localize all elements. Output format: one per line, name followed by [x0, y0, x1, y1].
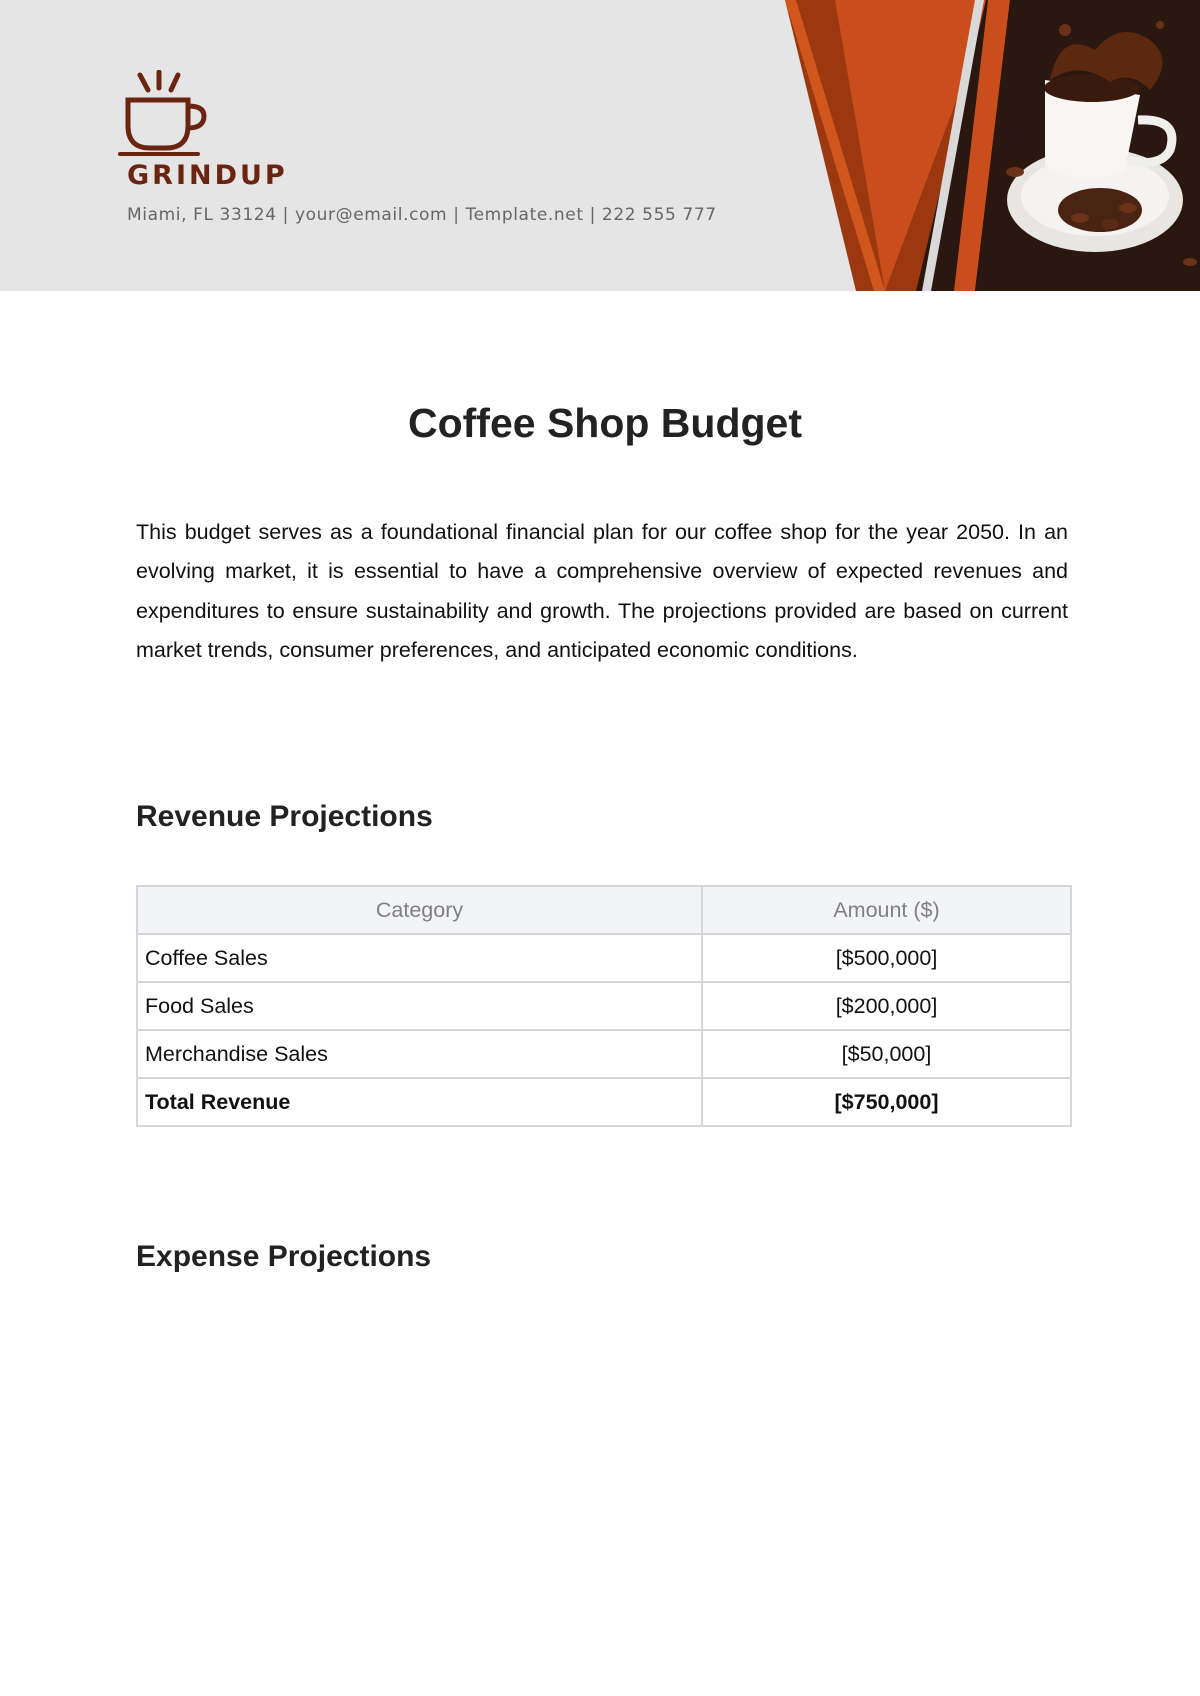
intro-paragraph: This budget serves as a foundational financial plan for our coffee shop for the year 2050. In an evolving market, it is essential to have a comprehensive overview of expected revenues and expenditures to ensure sustainability and growth. The projections provided are based on current market trends, consumer preferences, and anticipated economic conditions. — [136, 520, 1068, 662]
revenue-table — [136, 885, 1072, 1127]
table-row — [137, 1030, 1071, 1078]
table-row — [137, 982, 1071, 1030]
total-row — [137, 1078, 1071, 1126]
table-header-row — [137, 886, 1071, 934]
brand-name: GRINDUP — [127, 160, 288, 191]
contact-info: Miami, FL 33124 | your@email.com | Template.net | 222 555 777 — [127, 205, 717, 225]
letterhead — [0, 0, 1200, 291]
category-cell: Coffee Sales — [137, 934, 702, 982]
category-cell: Merchandise Sales — [137, 1030, 702, 1078]
amount-cell: [$500,000] — [702, 934, 1071, 982]
total-label-cell: Total Revenue — [137, 1078, 702, 1126]
amount-cell: [$50,000] — [702, 1030, 1071, 1078]
amount-cell: [$200,000] — [702, 982, 1071, 1030]
table-row — [137, 934, 1071, 982]
revenue-heading: Revenue Projections — [136, 800, 433, 833]
column-header-category: Category — [137, 886, 702, 934]
coffee-cup-icon — [118, 70, 208, 156]
page-title: Coffee Shop Budget — [407, 400, 803, 446]
expense-heading: Expense Projections — [136, 1240, 432, 1273]
total-amount-cell: [$750,000] — [702, 1078, 1071, 1126]
column-header-amount: Amount ($) — [702, 886, 1071, 934]
category-cell: Food Sales — [137, 982, 702, 1030]
